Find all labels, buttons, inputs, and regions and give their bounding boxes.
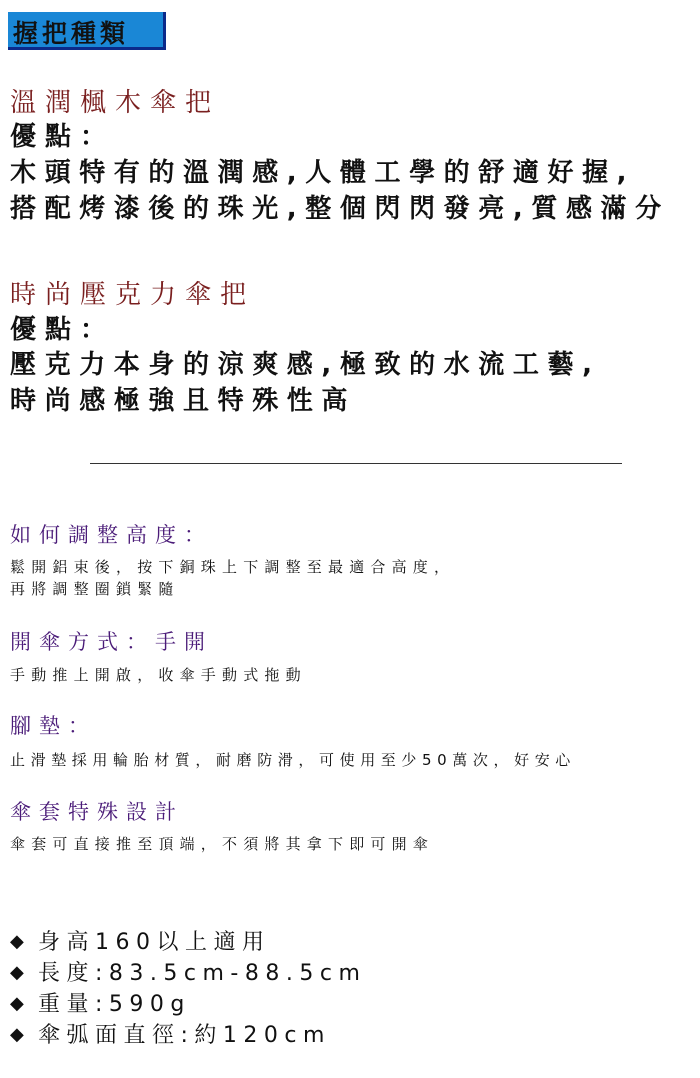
cover-design-text: 傘套可直接推至頂端，不須將其拿下即可開傘 [10, 835, 435, 853]
open-method-text: 手動推上開啟，收傘手動式拖動 [10, 666, 307, 684]
spec-length: 長度:83.5cm-88.5cm [38, 961, 367, 986]
section-header-title: 握把種類 [13, 19, 130, 48]
handle-acrylic-line-2: 時尚感極強且特殊性高 [10, 386, 357, 416]
diamond-bullet-icon: ◆ [10, 931, 24, 952]
adjust-height-line-2: 再將調整圈鎖緊隨 [10, 580, 180, 598]
handle-acrylic-title: 時尚壓克力傘把 [10, 280, 256, 310]
spec-weight: 重量:590g [38, 992, 191, 1017]
spec-item [10, 956, 366, 987]
adjust-height-title: 如何調整高度： [10, 523, 213, 547]
diamond-bullet-icon: ◆ [10, 993, 24, 1014]
handle-acrylic-line-1: 壓克力本身的涼爽感,極致的水流工藝, [10, 350, 601, 380]
spec-height-range: 身高160以上適用 [38, 930, 271, 955]
spec-item [10, 1018, 331, 1049]
diamond-bullet-icon: ◆ [10, 962, 24, 983]
handle-maple-label: 優點： [10, 122, 116, 152]
divider [90, 463, 622, 464]
cover-design-title: 傘套特殊設計 [10, 800, 184, 824]
handle-maple-line-2: 搭配烤漆後的珠光,整個閃閃發亮,質感滿分 [10, 194, 670, 224]
handle-maple-line-1: 木頭特有的溫潤感,人體工學的舒適好握, [10, 158, 636, 188]
diamond-bullet-icon: ◆ [10, 1024, 24, 1045]
foot-pad-title: 腳墊： [10, 714, 97, 738]
foot-pad-text: 止滑墊採用輪胎材質，耐磨防滑，可使用至少50萬次，好安心 [10, 751, 576, 769]
spec-canopy-diameter: 傘弧面直徑:約120cm [38, 1023, 331, 1048]
section-header [8, 12, 166, 50]
handle-acrylic-label: 優點： [10, 315, 116, 345]
open-method-title: 開傘方式：手開 [10, 630, 213, 654]
adjust-height-line-1: 鬆開鋁束後，按下銅珠上下調整至最適合高度， [10, 558, 456, 576]
spec-item [10, 987, 191, 1018]
handle-maple-title: 溫潤楓木傘把 [10, 88, 221, 118]
spec-item [10, 925, 271, 956]
